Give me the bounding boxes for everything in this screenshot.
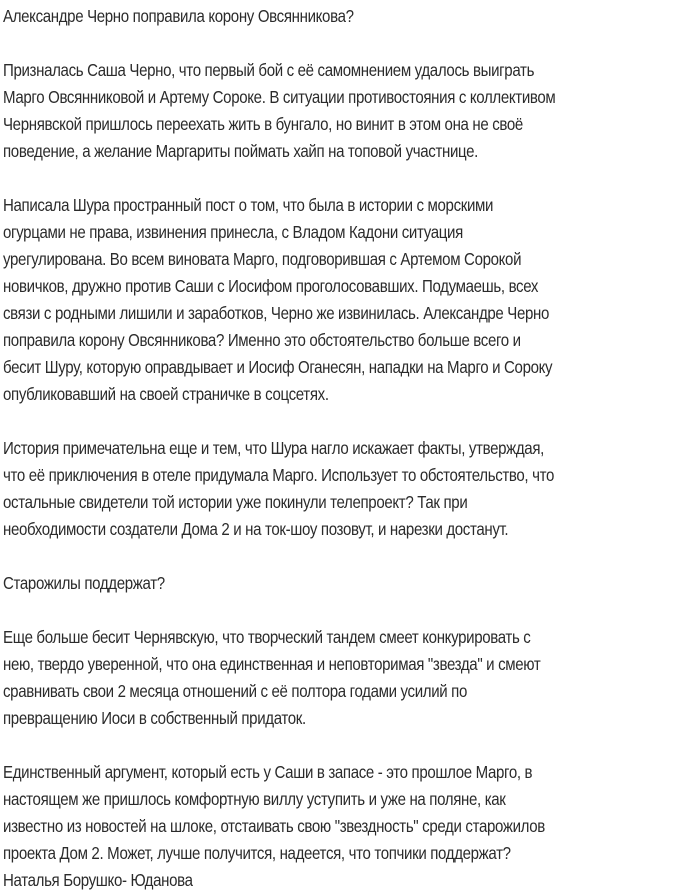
text-line: новичков, дружно против Саши с Иосифом проголосовавших. Подумаешь, всех [3, 276, 539, 296]
text-line: что её приключения в отеле придумала Марго. Использует то обстоятельство, что [3, 465, 555, 485]
subheading-text: Старожилы поддержат? [3, 573, 165, 593]
text-line: настоящем же пришлось комфортную виллу уступить и уже на поляне, как [3, 789, 506, 809]
text-line: Чернявской пришлось переехать жить в бунгало, но винит в этом она не своё [3, 114, 523, 134]
text-line: поведение, а желание Маргариты поймать хайп на топовой участнице. [3, 141, 479, 161]
text-line: Единственный аргумент, который есть у Саши в запасе - это прошлое Марго, в [3, 762, 533, 782]
author-signature: Наталья Борушко- Юданова [3, 870, 193, 890]
paragraph-5 [3, 759, 699, 894]
text-line: опубликовавший на своей страничке в соцсетях. [3, 384, 329, 404]
paragraph-1 [3, 57, 699, 165]
text-line: связи с родными лишили и заработков, Черно же извинилась. Александре Черно [3, 303, 550, 323]
paragraph-3 [3, 435, 699, 543]
text-line: остальные свидетели той истории уже покинули телепроект? Так при [3, 492, 468, 512]
text-line: поправила корону Овсянникова? Именно это обстоятельство больше всего и [3, 330, 521, 350]
text-line: нею, твердо уверенной, что она единственная и неповторимая "звезда" и смеют [3, 654, 541, 674]
paragraph-4 [3, 624, 699, 732]
text-line: История примечательна еще и тем, что Шура нагло искажает факты, утверждая, [3, 438, 544, 458]
paragraph-2 [3, 192, 699, 408]
text-line: Написала Шура пространный пост о том, что была в истории с морскими [3, 195, 494, 215]
article-title [3, 3, 699, 30]
text-line: Еще больше бесит Чернявскую, что творческий тандем смеет конкурировать с [3, 627, 531, 647]
text-line: превращению Иоси в собственный придаток. [3, 708, 306, 728]
text-line: необходимости создатели Дома 2 и на ток-шоу позовут, и нарезки достанут. [3, 519, 509, 539]
text-line: бесит Шуру, которую оправдывает и Иосиф Оганесян, нападки на Марго и Сороку [3, 357, 553, 377]
text-line: известно из новостей на шлоке, отстаивать свою "звездность" среди старожилов [3, 816, 545, 836]
text-line: урегулирована. Во всем виновата Марго, подговорившая с Артемом Сорокой [3, 249, 522, 269]
text-line: Призналась Саша Черно, что первый бой с её самомнением удалось выиграть [3, 60, 535, 80]
title-text: Александре Черно поправила корону Овсянникова? [3, 6, 354, 26]
text-line: сравнивать свои 2 месяца отношений с её полтора годами усилий по [3, 681, 468, 701]
subheading [3, 570, 699, 597]
text-line: огурцами не права, извинения принесла, с Владом Кадони ситуация [3, 222, 463, 242]
text-line: Марго Овсянниковой и Артему Сороке. В ситуации противостояния с коллективом [3, 87, 556, 107]
text-line: проекта Дом 2. Может, лучше получится, надеется, что топчики поддержат? [3, 843, 511, 863]
